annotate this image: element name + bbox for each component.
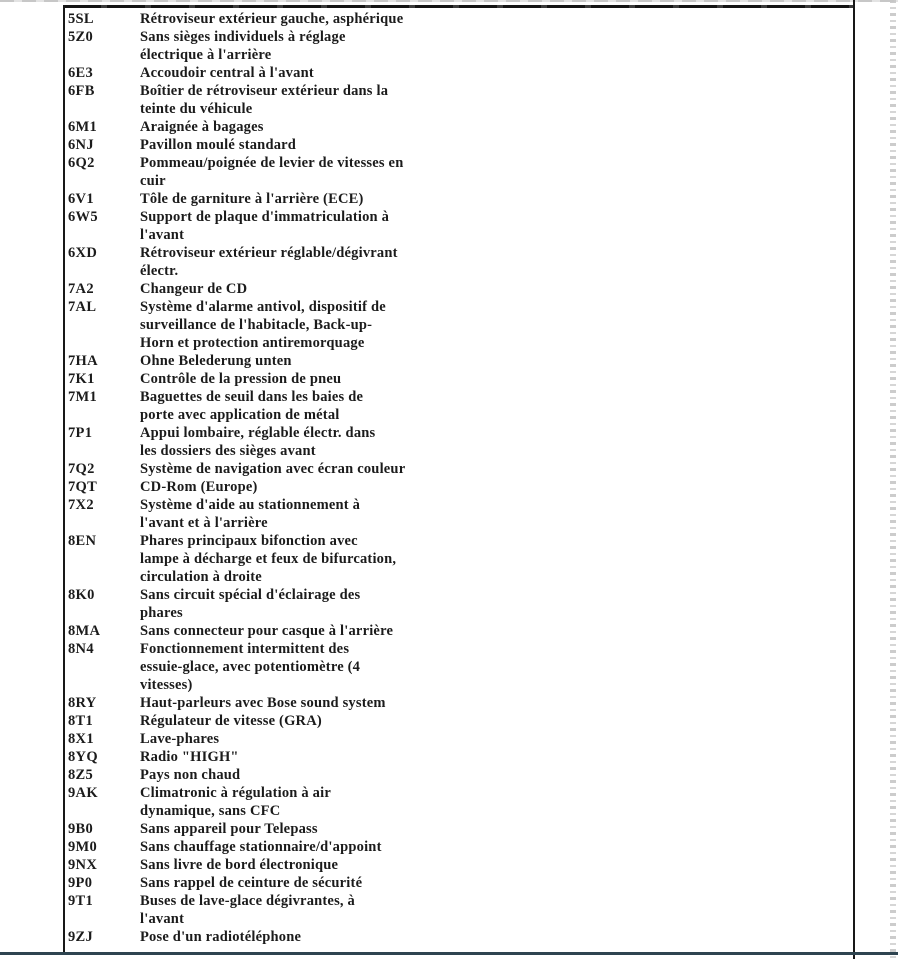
- table-row: [68, 154, 848, 190]
- description-line: phares: [140, 605, 183, 621]
- table-row: [68, 730, 848, 748]
- table-row: [68, 136, 848, 154]
- table-row: [68, 370, 848, 388]
- description-line: Support de plaque d'immatriculation à: [140, 209, 390, 225]
- table-row: [68, 820, 848, 838]
- option-code: 6E3: [68, 65, 94, 81]
- description-line: Contrôle de la pression de pneu: [140, 371, 342, 387]
- description-line: Ohne Belederung unten: [140, 353, 292, 369]
- option-description: [140, 748, 848, 766]
- table-row: [68, 352, 848, 370]
- table-row: [68, 280, 848, 298]
- option-code: 5Z0: [68, 29, 94, 45]
- option-code: 7Q2: [68, 461, 95, 477]
- option-description: [140, 280, 848, 298]
- description-line: Boîtier de rétroviseur extérieur dans la: [140, 83, 389, 99]
- table-row: [68, 298, 848, 352]
- description-line: Araignée à bagages: [140, 119, 264, 135]
- description-line: Climatronic à régulation à air: [140, 785, 331, 801]
- description-line: Horn et protection antiremorquage: [140, 335, 365, 351]
- description-line: porte avec application de métal: [140, 407, 340, 423]
- option-code: 7QT: [68, 479, 98, 495]
- table-row: [68, 838, 848, 856]
- option-description: [140, 424, 848, 460]
- option-code: 8N4: [68, 641, 94, 657]
- description-line: Accoudoir central à l'avant: [140, 65, 314, 81]
- table-row: [68, 532, 848, 586]
- table-row: [68, 190, 848, 208]
- option-code: 9B0: [68, 821, 94, 837]
- description-line: électrique à l'arrière: [140, 47, 272, 63]
- option-code: 8MA: [68, 623, 101, 639]
- option-code: 6NJ: [68, 137, 94, 153]
- description-line: essuie-glace, avec potentiomètre (4: [140, 659, 361, 675]
- table-row: [68, 856, 848, 874]
- table-row: [68, 388, 848, 424]
- option-code: 7HA: [68, 353, 98, 369]
- table-row: [68, 28, 848, 64]
- description-line: surveillance de l'habitacle, Back-up-: [140, 317, 373, 333]
- option-description: [140, 532, 848, 586]
- description-line: Baguettes de seuil dans les baies de: [140, 389, 364, 405]
- option-description: [140, 352, 848, 370]
- option-code: 6Q2: [68, 155, 95, 171]
- option-description: [140, 712, 848, 730]
- description-line: teinte du véhicule: [140, 101, 253, 117]
- table-row: [68, 622, 848, 640]
- description-line: Fonctionnement intermittent des: [140, 641, 350, 657]
- table-row: [68, 460, 848, 478]
- scan-edge-artifact: [890, 0, 896, 959]
- option-code: 8K0: [68, 587, 95, 603]
- table-border-top: [63, 5, 855, 8]
- option-description: [140, 856, 848, 874]
- option-code: 9AK: [68, 785, 98, 801]
- table-row: [68, 208, 848, 244]
- table-row: [68, 766, 848, 784]
- option-description: [140, 586, 848, 622]
- option-code: 7K1: [68, 371, 95, 387]
- option-description: [140, 118, 848, 136]
- description-line: lampe à décharge et feux de bifurcation,: [140, 551, 397, 567]
- description-line: Système d'alarme antivol, dispositif de: [140, 299, 386, 315]
- option-description: [140, 496, 848, 532]
- description-line: Appui lombaire, réglable électr. dans: [140, 425, 376, 441]
- option-description: [140, 460, 848, 478]
- option-description: [140, 730, 848, 748]
- option-description: [140, 370, 848, 388]
- description-line: Sans circuit spécial d'éclairage des: [140, 587, 361, 603]
- description-line: Pavillon moulé standard: [140, 137, 297, 153]
- option-code: 9T1: [68, 893, 94, 909]
- table-row: [68, 586, 848, 622]
- description-line: Changeur de CD: [140, 281, 248, 297]
- option-description: [140, 244, 848, 280]
- description-line: l'avant: [140, 911, 185, 927]
- option-code: 6V1: [68, 191, 94, 207]
- option-description: [140, 478, 848, 496]
- page-bottom-rule: [0, 952, 898, 955]
- table-row: [68, 712, 848, 730]
- option-description: [140, 928, 848, 946]
- option-code: 8YQ: [68, 749, 98, 765]
- option-code: 8RY: [68, 695, 97, 711]
- description-line: l'avant: [140, 227, 185, 243]
- description-line: Tôle de garniture à l'arrière (ECE): [140, 191, 364, 207]
- description-line: électr.: [140, 263, 179, 279]
- description-line: Sans chauffage stationnaire/d'appoint: [140, 839, 382, 855]
- table-row: [68, 748, 848, 766]
- description-line: Haut-parleurs avec Bose sound system: [140, 695, 386, 711]
- option-code: 9M0: [68, 839, 98, 855]
- option-code: 7M1: [68, 389, 98, 405]
- option-description: [140, 388, 848, 424]
- option-description: [140, 820, 848, 838]
- option-code: 9NX: [68, 857, 98, 873]
- table-row: [68, 10, 848, 28]
- option-code: 6XD: [68, 245, 98, 261]
- option-code: 7X2: [68, 497, 94, 513]
- description-line: cuir: [140, 173, 166, 189]
- table-row: [68, 640, 848, 694]
- description-line: Rétroviseur extérieur réglable/dégivrant: [140, 245, 398, 261]
- page-top-edge: [0, 0, 898, 2]
- option-code: 8Z5: [68, 767, 94, 783]
- description-line: l'avant et à l'arrière: [140, 515, 268, 531]
- option-code: 8T1: [68, 713, 94, 729]
- table-row: [68, 928, 848, 946]
- table-row: [68, 694, 848, 712]
- option-description: [140, 766, 848, 784]
- option-description: [140, 892, 848, 928]
- table-row: [68, 892, 848, 928]
- table-row: [68, 64, 848, 82]
- description-line: Pommeau/poignée de levier de vitesses en: [140, 155, 404, 171]
- description-line: Sans connecteur pour casque à l'arrière: [140, 623, 394, 639]
- option-description: [140, 874, 848, 892]
- option-code: 7P1: [68, 425, 93, 441]
- option-description: [140, 694, 848, 712]
- table-row: [68, 244, 848, 280]
- option-description: [140, 190, 848, 208]
- option-code: 6W5: [68, 209, 98, 225]
- option-description: [140, 10, 848, 28]
- description-line: Pays non chaud: [140, 767, 241, 783]
- description-line: circulation à droite: [140, 569, 262, 585]
- description-line: Système de navigation avec écran couleur: [140, 461, 406, 477]
- option-description: [140, 838, 848, 856]
- table-row: [68, 82, 848, 118]
- option-code: 9P0: [68, 875, 93, 891]
- option-code: 8EN: [68, 533, 97, 549]
- description-line: Sans livre de bord électronique: [140, 857, 339, 873]
- description-line: Pose d'un radiotéléphone: [140, 929, 302, 945]
- description-line: Sans appareil pour Telepass: [140, 821, 318, 837]
- table-border-right: [853, 0, 855, 959]
- description-line: Radio "HIGH": [140, 749, 239, 765]
- description-line: Rétroviseur extérieur gauche, asphérique: [140, 11, 404, 27]
- table-row: [68, 478, 848, 496]
- option-code: 7AL: [68, 299, 97, 315]
- option-description: [140, 28, 848, 64]
- description-line: Buses de lave-glace dégivrantes, à: [140, 893, 356, 909]
- option-description: [140, 298, 848, 352]
- option-description: [140, 82, 848, 118]
- description-line: Régulateur de vitesse (GRA): [140, 713, 322, 729]
- table-border-left: [63, 5, 65, 953]
- description-line: Lave-phares: [140, 731, 220, 747]
- description-line: les dossiers des sièges avant: [140, 443, 316, 459]
- description-line: vitesses): [140, 677, 193, 693]
- description-line: Système d'aide au stationnement à: [140, 497, 361, 513]
- option-description: [140, 784, 848, 820]
- option-code: 5SL: [68, 11, 94, 27]
- table-row: [68, 496, 848, 532]
- option-description: [140, 154, 848, 190]
- option-code: 6M1: [68, 119, 98, 135]
- table-row: [68, 424, 848, 460]
- option-code: 6FB: [68, 83, 95, 99]
- table-row: [68, 784, 848, 820]
- description-line: Sans rappel de ceinture de sécurité: [140, 875, 363, 891]
- description-line: CD-Rom (Europe): [140, 479, 258, 495]
- option-code: 7A2: [68, 281, 94, 297]
- option-description: [140, 640, 848, 694]
- option-description: [140, 622, 848, 640]
- option-code: 8X1: [68, 731, 94, 747]
- option-description: [140, 208, 848, 244]
- option-description: [140, 64, 848, 82]
- description-line: Phares principaux bifonction avec: [140, 533, 358, 549]
- option-code: 9ZJ: [68, 929, 94, 945]
- option-description: [140, 136, 848, 154]
- option-code-table: [68, 10, 848, 946]
- description-line: Sans sièges individuels à réglage: [140, 29, 346, 45]
- table-row: [68, 118, 848, 136]
- description-line: dynamique, sans CFC: [140, 803, 281, 819]
- table-row: [68, 874, 848, 892]
